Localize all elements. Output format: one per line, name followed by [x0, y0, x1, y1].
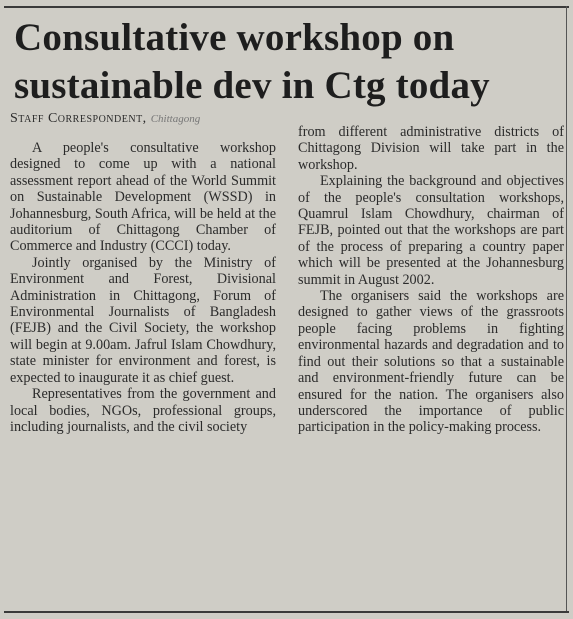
byline-author: Staff Correspondent,	[10, 111, 147, 126]
article-headline: Consultative workshop on sustainable dev in Ctg today	[14, 16, 490, 107]
paragraph: Representatives from the government and local bodies, NGOs, professional groups, including journalists, and the civil society	[10, 386, 276, 435]
byline	[10, 110, 290, 128]
paragraph: A people's consultative workshop designed to come up with a national assessment report ahead of the World Summit on Sustainable Development (WSSD) in Johannesburg, South Africa, will be held at the auditorium of Chittagong Chamber of Commerce and Industry (CCCI) today.	[10, 140, 276, 255]
article-column-1	[10, 140, 276, 435]
bottom-rule	[4, 611, 569, 613]
paragraph: Explaining the background and objectives of the people's consultation workshops, Quamrul Islam Chowdhury, chairman of FEJB, pointed out that the workshops are part of the process of preparing a country paper which will be presented at the Johannesburg summit in August 2002.	[298, 173, 564, 288]
article-column-2	[298, 124, 564, 436]
right-border	[566, 6, 567, 613]
paragraph: The organisers said the workshops are designed to gather views of the grassroots people facing problems in fighting environmental hazards and degradation and to find out their solutions so that a sustainable and environment-friendly future can be ensured for the nation. The organisers also underscored the importance of public participation in the policy-making process.	[298, 288, 564, 436]
paragraph: Jointly organised by the Ministry of Environment and Forest, Divisional Administration in Chittagong, Forum of Environmental Journalists of Bangladesh (FEJB) and the Civil Society, the workshop will begin at 9.00am. Jafrul Islam Chowdhury, state minister for environment and forest, is expected to inaugurate it as chief guest.	[10, 254, 276, 386]
paragraph: from different administrative districts of Chittagong Division will take part in the workshop.	[298, 124, 564, 173]
top-rule	[4, 6, 569, 8]
byline-place: Chittagong	[150, 113, 201, 125]
